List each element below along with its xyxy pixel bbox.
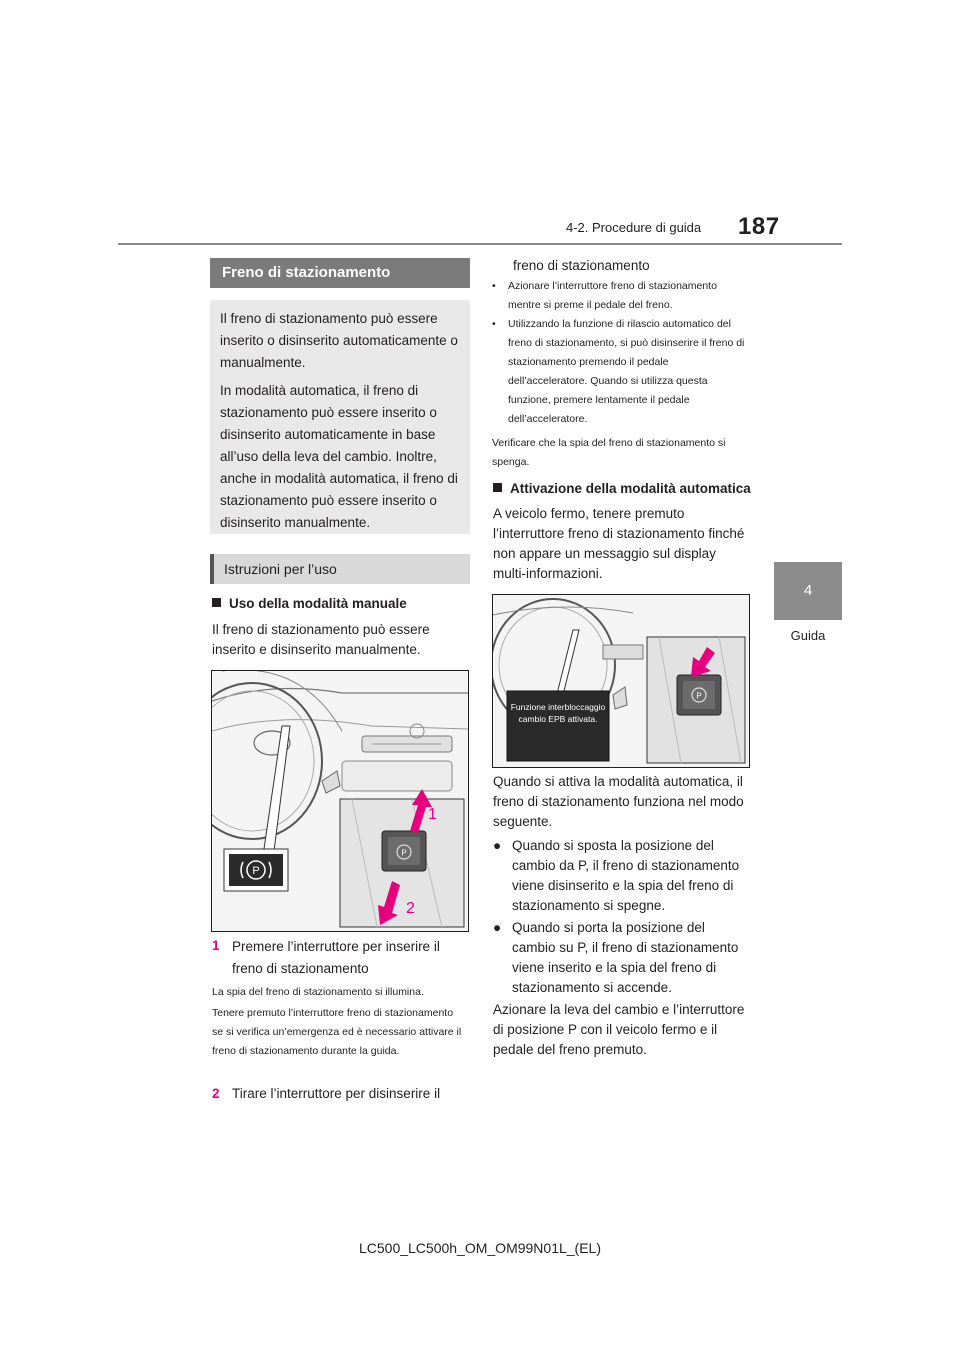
title-parking-brake: Freno di stazionamento <box>222 264 391 281</box>
round-bullet-icon: ● <box>493 920 502 935</box>
auto-point-1-text: Quando si sposta la posizione del cambio da P, il freno di stazionamento viene disinserito e la spia del freno di stazionamento si spegne. <box>512 838 740 913</box>
epb-interlock-message: Funzione interbloccaggio cambio EPB attivata. <box>510 702 606 724</box>
bullet-1-text: Azionare l’interruttore freno di stazionamento mentre si preme il pedale del freno. <box>508 280 717 311</box>
manual-mode-text: Il freno di stazionamento può essere inserito e disinserito manualmente. <box>212 622 430 657</box>
round-bullet-icon: ● <box>493 838 502 853</box>
dashboard-illustration <box>212 671 468 931</box>
title-bar-parking-brake <box>210 258 470 288</box>
note-indicator-on: La spia del freno di stazionamento si illumina. <box>212 986 424 998</box>
bullet-item-1 <box>492 277 748 315</box>
chapter-tab-label: Guida <box>790 628 826 643</box>
intro-paragraph-2: In modalità automatica, il freno di stazionamento può essere inserito o disinserito automaticamente in base all’uso della leva del cambio. Inoltre, anche in modalità automatica, il freno di stazionamento può essere inserito o disinserito manualmente. <box>220 383 458 530</box>
svg-text:P: P <box>696 691 702 701</box>
manual-mode-heading <box>212 596 470 611</box>
auto-point-2-text: Quando si porta la posizione del cambio su P, il freno di stazionamento viene inserito e la spia del freno di stazionamento si accende. <box>512 920 739 995</box>
intro-paragraph-1: Il freno di stazionamento può essere inserito o disinserito automaticamente o manualmente. <box>220 311 458 370</box>
step-1 <box>212 936 470 980</box>
console-illustration <box>493 595 749 767</box>
square-bullet-icon <box>493 483 502 492</box>
note-emergency: Tenere premuto l’interruttore freno di stazionamento se si verifica un’emergenza ed è necessario attivare il freno di stazionamento durante la guida. <box>212 1007 462 1057</box>
step-1-number: 1 <box>212 938 220 953</box>
auto-mode-explain: Quando si attiva la modalità automatica, il freno di stazionamento funziona nel modo seguente. <box>493 774 744 829</box>
svg-text:P: P <box>252 865 260 877</box>
chapter-tab-number: 4 <box>774 562 842 620</box>
step-2-number: 2 <box>212 1086 220 1101</box>
figure-manual-mode <box>211 670 469 932</box>
page-number: 187 <box>738 213 780 240</box>
step-2-text: Tirare l’interruttore per disinserire il <box>232 1086 441 1101</box>
title-instructions: Istruzioni per l’uso <box>224 561 337 577</box>
intro-box <box>210 300 470 534</box>
bullet-item-2 <box>492 315 748 429</box>
bullet-list-release <box>492 277 748 429</box>
auto-point-1 <box>493 836 751 916</box>
manual-mode-heading-text: Uso della modalità manuale <box>229 596 407 611</box>
auto-mode-heading <box>493 481 751 496</box>
svg-text:P: P <box>401 848 407 858</box>
step-2-continued: freno di stazionamento <box>513 258 650 273</box>
step-2 <box>212 1084 470 1104</box>
header-divider <box>118 243 842 245</box>
bullet-dot-icon: • <box>492 280 496 292</box>
bullet-dot-icon: • <box>492 318 496 330</box>
verify-note: Verificare che la spia del freno di stazionamento si spenga. <box>492 437 726 468</box>
auto-point-2 <box>493 918 751 998</box>
auto-mode-text: A veicolo fermo, tenere premuto l’interruttore freno di stazionamento finché non appare un messaggio sul display multi-informazioni. <box>493 506 745 581</box>
square-bullet-icon <box>212 598 221 607</box>
figure1-label-1: 2 <box>406 900 415 917</box>
title-bar-instructions <box>210 554 470 584</box>
document-code: LC500_LC500h_OM_OM99N01L_(EL) <box>358 1240 602 1256</box>
auto-mode-heading-text: Attivazione della modalità automatica <box>510 481 751 496</box>
figure1-label-2: 1 <box>428 806 437 823</box>
section-heading: 4-2. Procedure di guida <box>566 220 702 235</box>
bullet-2-text: Utilizzando la funzione di rilascio automatico del freno di stazionamento, si può disinserire il freno di stazionamento premendo il pedale dell’acceleratore. Quando si utilizza questa funzione, premere lentamente il pedale dell’acceleratore. <box>508 318 745 425</box>
figure-auto-mode <box>492 594 750 768</box>
step-1-text: Premere l’interruttore per inserire il freno di stazionamento <box>232 939 440 976</box>
final-instruction: Azionare la leva del cambio e l’interruttore di posizione P con il veicolo fermo e il pedale del freno premuto. <box>493 1002 745 1057</box>
